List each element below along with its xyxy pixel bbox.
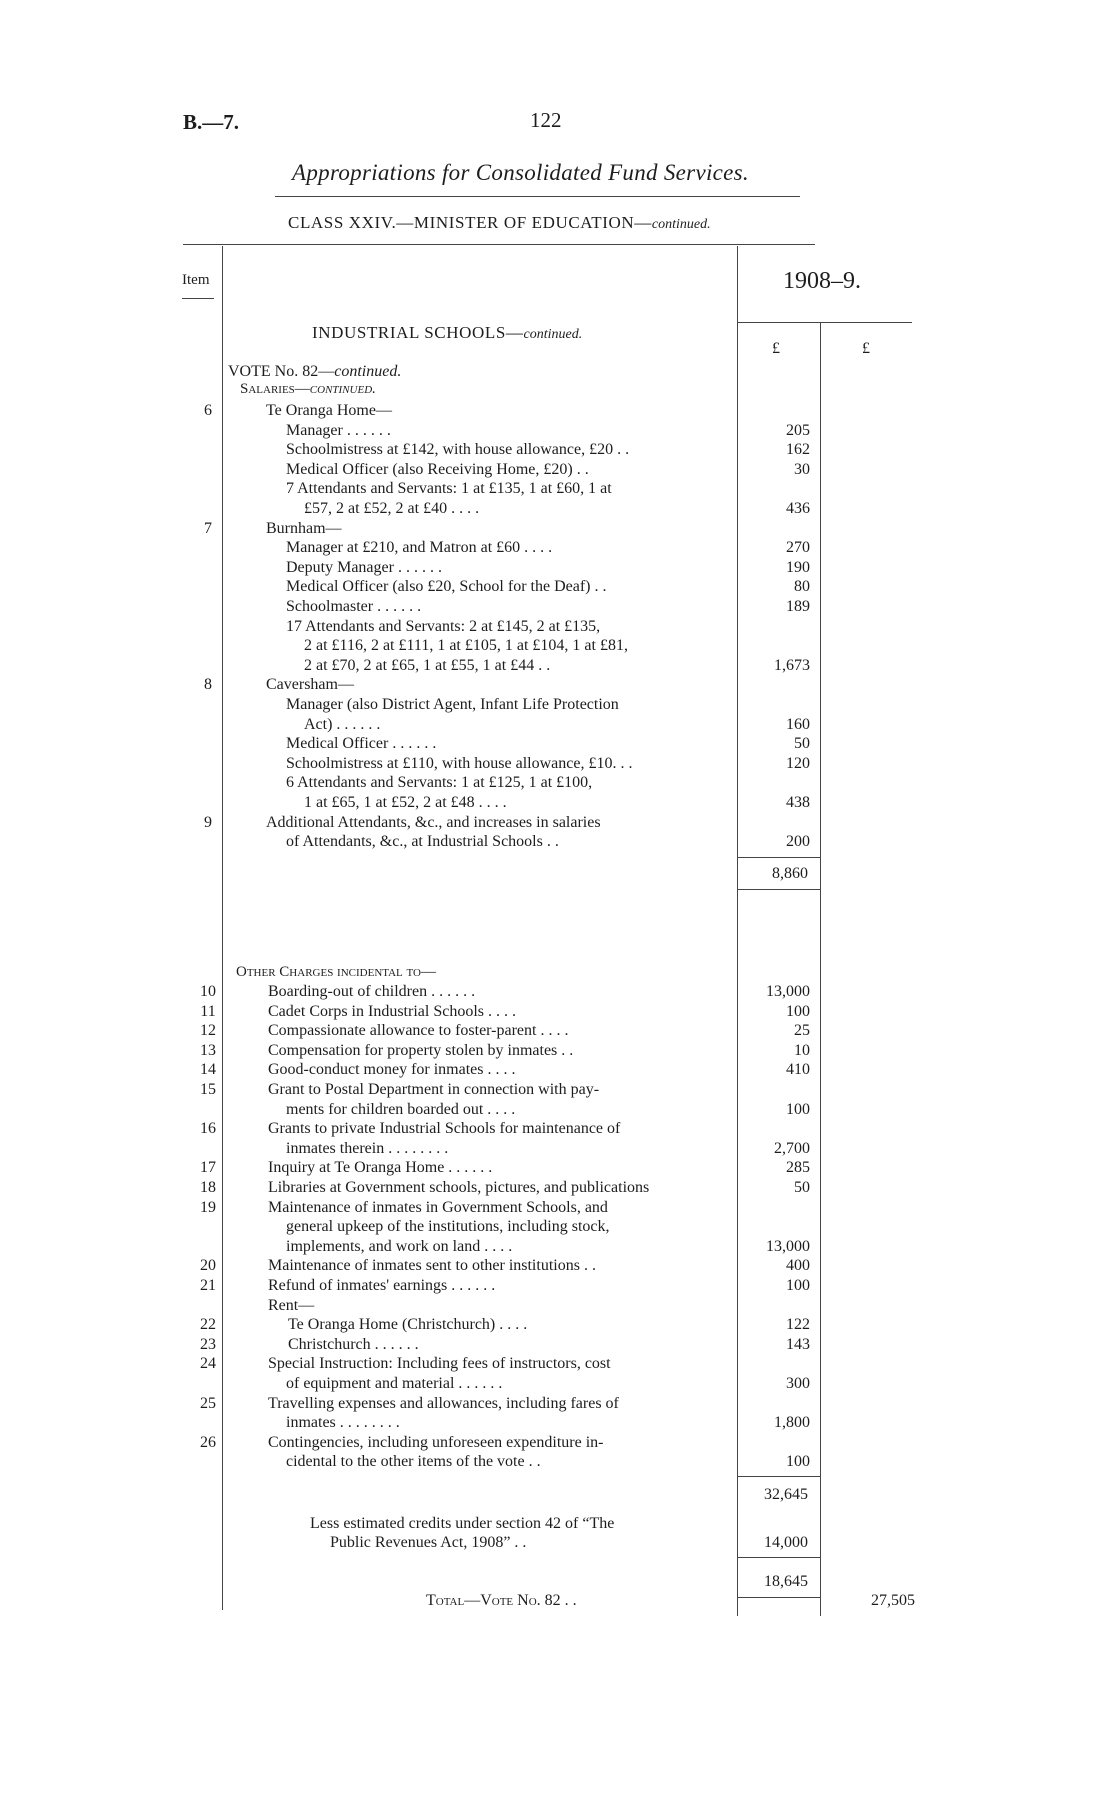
item-number: 8 — [204, 676, 212, 694]
line-amount: 285 — [786, 1159, 810, 1177]
item-number: 24 — [200, 1355, 216, 1373]
item-number: 16 — [200, 1120, 216, 1138]
line-description: 6 Attendants and Servants: 1 at £125, 1 at £100, — [286, 774, 593, 792]
document-reference: B.—7. — [183, 110, 240, 134]
line-amount: 160 — [786, 715, 810, 733]
item-number: 21 — [200, 1277, 216, 1294]
item-number: 7 — [204, 519, 212, 537]
vote-heading-cont: continued. — [334, 363, 402, 380]
credits-line-1: Less estimated credits under section 42 of “The — [310, 1515, 615, 1532]
line-amount: 143 — [786, 1335, 810, 1353]
item-number: 10 — [200, 983, 216, 1000]
line-amount: 300 — [786, 1375, 810, 1392]
line-amount: 1,800 — [774, 1414, 810, 1432]
line-description: cidental to the other items of the vote . . — [286, 1453, 541, 1471]
item-number: 12 — [200, 1022, 216, 1040]
line-description: Special Instruction: Including fees of instructors, cost — [268, 1355, 611, 1373]
line-amount: 10 — [794, 1041, 810, 1059]
line-amount: 100 — [786, 1002, 810, 1020]
item-number: 17 — [200, 1159, 216, 1177]
line-description: Cadet Corps in Industrial Schools . . . . — [268, 1002, 516, 1020]
line-description: Manager . . . . . . — [286, 421, 391, 439]
salaries-subtotal-rule-bottom — [737, 889, 820, 890]
item-number: 9 — [204, 813, 212, 831]
other-charges-heading: Other Charges incidental to— — [236, 964, 436, 980]
line-description: Caversham— — [266, 676, 354, 694]
line-description: Manager (also District Agent, Infant Life Protection — [286, 696, 619, 713]
net-other-charges: 18,645 — [764, 1573, 808, 1590]
line-description: Compassionate allowance to foster-parent . . . . — [268, 1022, 569, 1040]
item-number: 13 — [200, 1041, 216, 1059]
line-description: Additional Attendants, &c., and increases in salaries — [266, 813, 601, 831]
other-charges-subtotal: 32,645 — [764, 1486, 808, 1503]
line-description: 7 Attendants and Servants: 1 at £135, 1 at £60, 1 at — [286, 480, 612, 498]
line-description: Schoolmistress at £110, with house allowance, £10. . . — [286, 754, 633, 772]
page-number: 122 — [530, 108, 562, 132]
line-amount: 270 — [786, 539, 810, 557]
net-rule — [737, 1557, 820, 1558]
line-description: ments for children boarded out . . . . — [286, 1100, 516, 1118]
line-description: Deputy Manager . . . . . . — [286, 558, 442, 576]
line-amount: 162 — [786, 441, 810, 459]
line-amount: 205 — [786, 421, 810, 439]
line-amount: 436 — [786, 500, 810, 517]
line-amount: 50 — [794, 1179, 810, 1196]
line-description: of Attendants, &c., at Industrial Schools . . — [286, 833, 559, 851]
item-number: 26 — [200, 1433, 216, 1451]
line-description: Rent— — [268, 1296, 315, 1314]
line-amount: 122 — [786, 1316, 810, 1334]
line-amount: 13,000 — [766, 983, 810, 1000]
item-number: 15 — [200, 1081, 216, 1098]
year-underline — [737, 322, 912, 323]
line-amount: 438 — [786, 794, 810, 811]
line-description: Grants to private Industrial Schools for maintenance of — [268, 1120, 621, 1138]
line-amount: 25 — [794, 1022, 810, 1040]
other-subtotal-rule — [737, 1476, 820, 1477]
section-heading-text: INDUSTRIAL SCHOOLS— — [312, 323, 524, 342]
line-description: Christchurch . . . . . . — [288, 1335, 419, 1353]
item-number: 11 — [200, 1002, 216, 1020]
line-description: Travelling expenses and allowances, including fares of — [268, 1394, 619, 1412]
class-heading — [288, 213, 711, 233]
line-amount: 100 — [786, 1100, 810, 1118]
total-amount: 27,505 — [871, 1592, 915, 1609]
item-number: 6 — [204, 402, 212, 419]
page-title: Appropriations for Consolidated Fund Services. — [292, 160, 749, 185]
net-rule-bottom — [737, 1597, 820, 1598]
line-amount: 30 — [794, 460, 810, 478]
line-amount: 2,700 — [774, 1139, 810, 1157]
line-amount: 189 — [786, 598, 810, 615]
total-label: Total—Vote No. 82 . . — [426, 1592, 577, 1609]
credits-amount: 14,000 — [764, 1534, 808, 1551]
item-number: 23 — [200, 1335, 216, 1353]
line-description: 2 at £70, 2 at £65, 1 at £55, 1 at £44 . . — [304, 656, 551, 674]
line-description: Boarding-out of children . . . . . . — [268, 983, 476, 1000]
line-amount: 400 — [786, 1257, 810, 1275]
line-description: Manager at £210, and Matron at £60 . . . . — [286, 539, 553, 557]
line-description: implements, and work on land . . . . — [286, 1237, 513, 1255]
line-description: Libraries at Government schools, pictures, and publications — [268, 1179, 650, 1196]
item-number: 19 — [200, 1198, 216, 1216]
line-amount: 13,000 — [766, 1237, 810, 1255]
line-amount: 1,673 — [774, 656, 810, 674]
line-amount: 190 — [786, 558, 810, 576]
item-number: 25 — [200, 1394, 216, 1412]
total-column-divider — [820, 322, 821, 1616]
line-description: inmates therein . . . . . . . . — [286, 1139, 449, 1157]
vote-heading — [228, 362, 401, 381]
line-amount: 410 — [786, 1061, 810, 1079]
line-amount: 120 — [786, 754, 810, 772]
line-amount: 100 — [786, 1277, 810, 1294]
line-description: £57, 2 at £52, 2 at £40 . . . . — [304, 500, 480, 517]
section-heading-cont: continued. — [523, 327, 583, 342]
section-heading — [312, 323, 582, 343]
line-amount: 80 — [794, 578, 810, 596]
line-description: Inquiry at Te Oranga Home . . . . . . — [268, 1159, 493, 1177]
line-description: general upkeep of the institutions, including stock, — [286, 1218, 610, 1236]
vote-heading-text: VOTE No. 82— — [228, 363, 335, 380]
pound-unit-col2: £ — [862, 340, 870, 357]
line-description: Compensation for property stolen by inmates . . — [268, 1041, 574, 1059]
salaries-heading-text: Salaries— — [240, 381, 310, 397]
line-description: 2 at £116, 2 at £111, 1 at £105, 1 at £104, 1 at £81, — [304, 637, 628, 655]
line-description: Grant to Postal Department in connection with pay- — [268, 1081, 600, 1098]
line-description: Medical Officer (also Receiving Home, £20) . . — [286, 460, 589, 478]
line-amount: 50 — [794, 735, 810, 753]
item-number: 14 — [200, 1061, 216, 1079]
line-description: Schoolmistress at £142, with house allowance, £20 . . — [286, 441, 630, 459]
pound-unit-col1: £ — [772, 340, 780, 357]
salaries-heading-cont: continued. — [309, 381, 376, 397]
item-number: 20 — [200, 1257, 216, 1275]
line-amount: 200 — [786, 833, 810, 851]
item-number: 22 — [200, 1316, 216, 1334]
class-heading-cont: continued. — [651, 217, 711, 232]
line-description: Te Oranga Home (Christchurch) . . . . — [288, 1316, 528, 1334]
line-description: Maintenance of inmates in Government Schools, and — [268, 1198, 608, 1216]
line-description: Te Oranga Home— — [266, 402, 392, 419]
line-description: 17 Attendants and Servants: 2 at £145, 2 at £135, — [286, 617, 601, 635]
class-heading-text: CLASS XXIV.—MINISTER OF EDUCATION— — [288, 213, 652, 232]
item-column-header: Item — [182, 272, 210, 288]
line-description: Schoolmaster . . . . . . — [286, 598, 422, 615]
item-header-underline — [182, 298, 214, 299]
line-description: inmates . . . . . . . . — [286, 1414, 400, 1432]
line-description: Contingencies, including unforeseen expenditure in- — [268, 1433, 604, 1451]
line-description: Good-conduct money for inmates . . . . — [268, 1061, 516, 1079]
line-description: 1 at £65, 1 at £52, 2 at £48 . . . . — [304, 794, 507, 811]
line-description: Refund of inmates' earnings . . . . . . — [268, 1277, 496, 1294]
line-description: Maintenance of inmates sent to other institutions . . — [268, 1257, 596, 1275]
table-top-rule — [183, 244, 815, 245]
salaries-subtotal-rule — [737, 857, 820, 858]
title-rule — [275, 196, 800, 197]
line-description: of equipment and material . . . . . . — [286, 1375, 503, 1392]
line-description: Burnham— — [266, 519, 342, 537]
line-amount: 100 — [786, 1453, 810, 1471]
credits-line-2: Public Revenues Act, 1908” . . — [330, 1534, 527, 1551]
salaries-heading — [240, 380, 376, 399]
line-description: Medical Officer (also £20, School for the Deaf) . . — [286, 578, 607, 596]
item-number: 18 — [200, 1179, 216, 1196]
line-description: Act) . . . . . . — [304, 715, 381, 733]
salaries-subtotal: 8,860 — [772, 865, 808, 882]
year-header: 1908–9. — [783, 268, 861, 294]
line-description: Medical Officer . . . . . . — [286, 735, 437, 753]
